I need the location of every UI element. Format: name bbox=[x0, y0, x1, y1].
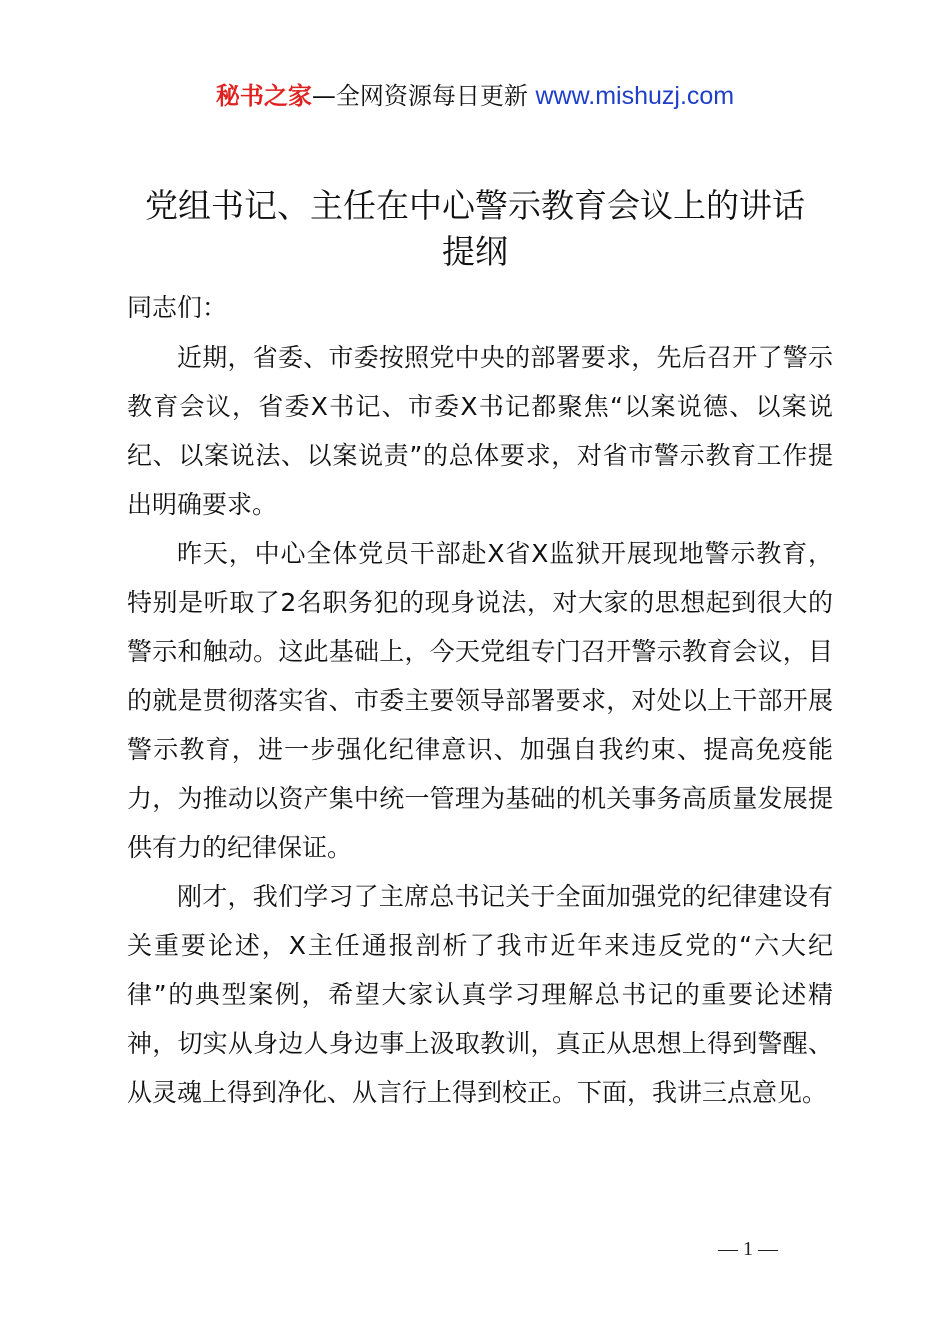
title-line-2: 提纲 bbox=[442, 232, 508, 271]
header-tagline: —全网资源每日更新 bbox=[311, 82, 536, 110]
document-body bbox=[127, 283, 833, 1117]
site-header bbox=[0, 78, 950, 114]
paragraph-3: 刚才，我们学习了主席总书记关于全面加强党的纪律建设有关重要论述，X主任通报剖析了我市近年来违反党的“六大纪律”的典型案例，希望大家认真学习理解总书记的重要论述精神，切实从身边人身边事上汲取教训，真正从思想上得到警醒、从灵魂上得到净化、从言行上得到校正。下面，我讲三点意见。 bbox=[127, 882, 833, 1107]
salutation: 同志们： bbox=[127, 293, 228, 322]
brand-name: 秘书之家 bbox=[215, 82, 312, 110]
paragraph-2: 昨天，中心全体党员干部赴X省X监狱开展现地警示教育，特别是听取了2名职务犯的现身说法，对大家的思想起到很大的警示和触动。这此基础上，今天党组专门召开警示教育会议，目的就是贯彻落实省、市委主要领导部署要求，对处以上干部开展警示教育，进一步强化纪律意识、加强自我约束、提高免疫能力，为推动以资产集中统一管理为基础的机关事务高质量发展提供有力的纪律保证。 bbox=[127, 539, 833, 862]
document-title bbox=[0, 183, 950, 275]
site-url-link[interactable]: www.mishuzj.com bbox=[535, 82, 735, 110]
paragraph-1: 近期，省委、市委按照党中央的部署要求，先后召开了警示教育会议，省委X书记、市委X书记都聚焦“以案说德、以案说纪、以案说法、以案说责”的总体要求，对省市警示教育工作提出明确要求。 bbox=[127, 343, 833, 519]
title-line-1: 党组书记、主任在中心警示教育会议上的讲话 bbox=[145, 186, 805, 225]
page-number: — 1 — bbox=[718, 1238, 778, 1260]
